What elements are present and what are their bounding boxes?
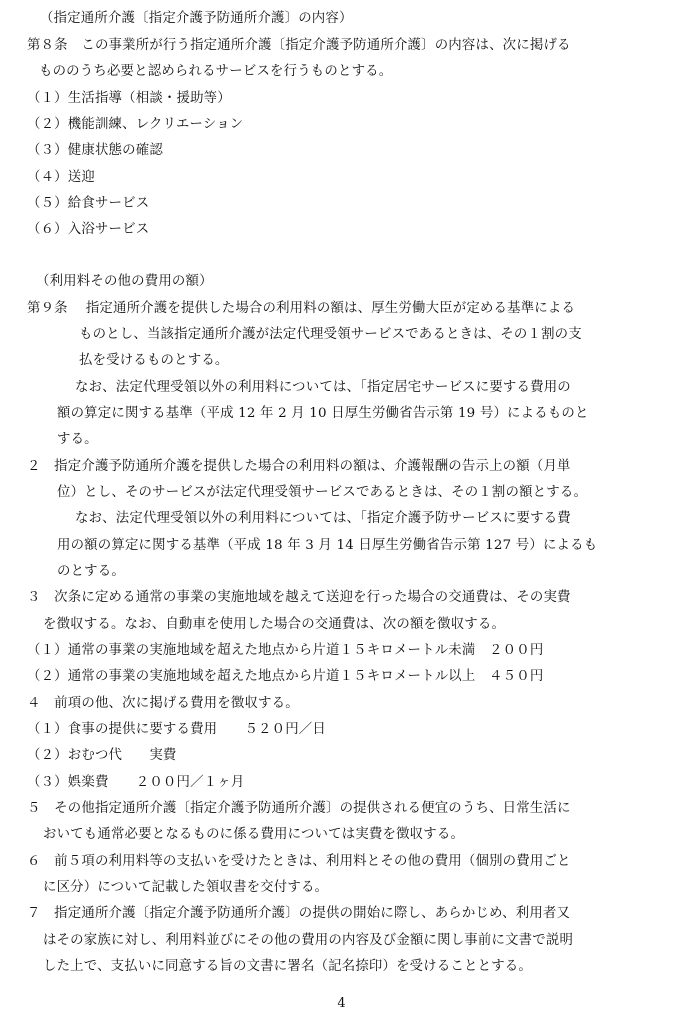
paragraph-line: のとする。 — [57, 564, 125, 579]
paragraph-line: ６ 前５項の利用料等の支払いを受けたときは、利用料とその他の費用（個別の費用ごと — [27, 854, 571, 869]
section-heading: （指定通所介護〔指定介護予防通所介護〕の内容） — [40, 11, 353, 26]
paragraph-line: ２ 指定介護予防通所介護を提供した場合の利用料の額は、介護報酬の告示上の額（月単 — [27, 459, 571, 474]
article-line: ものとし、当該指定通所介護が法定代理受領サービスであるときは、その１割の支 — [79, 327, 582, 342]
paragraph-line: 用の額の算定に関する基準（平成 18 年 3 月 14 日厚生労働省告示第 127 号）によるも — [57, 538, 598, 553]
paragraph-line: はその家族に対し、利用料並びにその他の費用の内容及び金額に関し事前に文書で説明 — [43, 933, 574, 948]
list-item: （４）送迎 — [27, 170, 95, 185]
paragraph-line: 額の算定に関する基準（平成 12 年 2 月 10 日厚生労働省告示第 19 号）によるものと — [57, 406, 589, 421]
list-item: （１）通常の事業の実施地域を超えた地点から片道１５キロメートル未満 ２００円 — [27, 643, 544, 658]
list-item: （１）食事の提供に要する費用 ５２０円／日 — [27, 722, 326, 737]
article-line: もののうち必要と認められるサービスを行うものとする。 — [39, 64, 393, 79]
article-line: 第９条 指定通所介護を提供した場合の利用料の額は、厚生労働大臣が定める基準による — [27, 301, 576, 316]
paragraph-line: ５ その他指定通所介護〔指定介護予防通所介護〕の提供される便宜のうち、日常生活に — [27, 801, 571, 816]
list-item: （１）生活指導（相談・援助等） — [27, 91, 231, 106]
list-item: （２）おむつ代 実費 — [27, 748, 177, 763]
paragraph-line: する。 — [57, 432, 98, 447]
list-item: （５）給食サービス — [27, 196, 150, 211]
paragraph-line: した上で、支払いに同意する旨の文書に署名（記名捺印）を受けることとする。 — [43, 959, 532, 974]
paragraph-line: おいても通常必要となるものに係る費用については実費を徴収する。 — [43, 827, 465, 842]
article-line: 払を受けるものとする。 — [79, 353, 229, 368]
paragraph-line: なお、法定代理受領以外の利用料については、「指定居宅サービスに要する費用の — [75, 380, 571, 395]
paragraph-line: ４ 前項の他、次に掲げる費用を徴収する。 — [27, 696, 299, 711]
list-item: （６）入浴サービス — [27, 222, 150, 237]
article-line: 第８条 この事業所が行う指定通所介護〔指定介護予防通所介護〕の内容は、次に掲げる — [27, 38, 571, 53]
list-item: （２）通常の事業の実施地域を超えた地点から片道１５キロメートル以上 ４５０円 — [27, 669, 544, 684]
list-item: （３）健康状態の確認 — [27, 143, 163, 158]
paragraph-line: を徴収する。なお、自動車を使用した場合の交通費は、次の額を徴収する。 — [43, 617, 506, 632]
section-heading: （利用料その他の費用の額） — [36, 274, 213, 289]
page-number: 4 — [337, 996, 346, 1011]
list-item: （２）機能訓練、レクリエーション — [27, 117, 244, 132]
paragraph-line: ３ 次条に定める通常の事業の実施地域を越えて送迎を行った場合の交通費は、その実費 — [27, 590, 571, 605]
paragraph-line: 位）とし、そのサービスが法定代理受領サービスであるときは、その１割の額とする。 — [57, 485, 588, 500]
paragraph-line: なお、法定代理受領以外の利用料については、「指定介護予防サービスに要する費 — [75, 511, 571, 526]
paragraph-line: に区分）について記載した領収書を交付する。 — [43, 880, 329, 895]
list-item: （３）娯楽費 ２００円／１ヶ月 — [27, 775, 245, 790]
paragraph-line: ７ 指定通所介護〔指定介護予防通所介護〕の提供の開始に際し、あらかじめ、利用者又 — [27, 906, 571, 921]
